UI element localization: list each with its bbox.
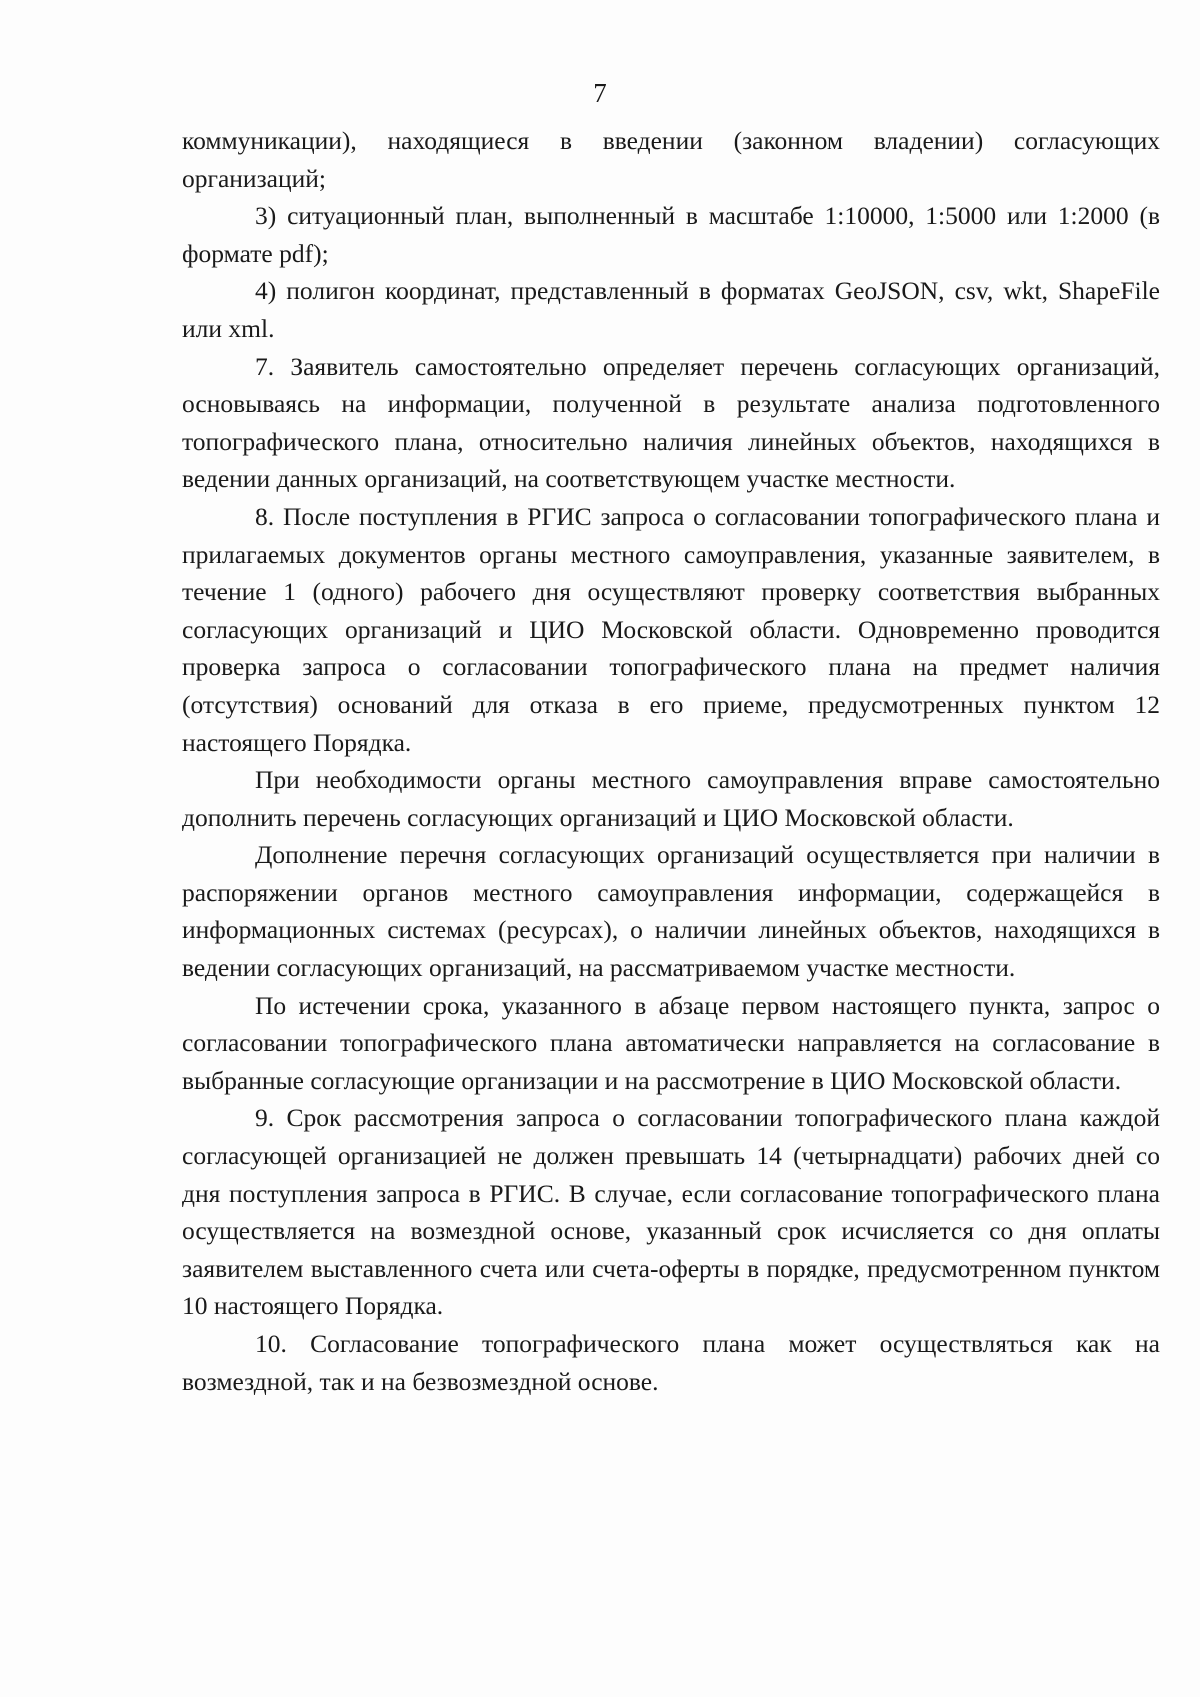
paragraph-item-3: 3) ситуационный план, выполненный в масштабе 1:10000, 1:5000 или 1:2000 (в формате pdf); [182,201,1160,268]
paragraph-clause-10: 10. Согласование топографического плана может осуществляться как на возмездной, так и на безвозмездной основе. [182,1329,1160,1396]
paragraph-item-4: 4) полигон координат, представленный в форматах GeoJSON, csv, wkt, ShapeFile или xml. [182,276,1160,343]
document-body [182,122,1160,1400]
paragraph-clause-8: 8. После поступления в РГИС запроса о согласовании топографического плана и прилагаемых документов органы местного самоуправления, указанные заявителем, в течение 1 (одного) рабочего дня осуществляют проверку соответствия выбранных согласующих организаций и ЦИО Московской области. Одновременно проводится проверка запроса о согласовании топографического плана на предмет наличия (отсутствия) оснований для отказа в его приеме, предусмотренных пунктом 12 настоящего Порядка. [182,501,1160,757]
paragraph-continuation: коммуникации), находящиеся в введении (законном владении) согласующих организаций; [182,126,1160,193]
paragraph-clause-8-expiry: По истечении срока, указанного в абзаце первом настоящего пункта, запрос о согласовании топографического плана автоматически направляется на согласование в выбранные согласующие организации и на рассмотрение в ЦИО Московской области. [182,990,1160,1095]
paragraph-clause-8-supplement: Дополнение перечня согласующих организаций осуществляется при наличии в распоряжении органов местного самоуправления информации, содержащейся в информационных системах (ресурсах), о наличии линейных объектов, находящихся в ведении согласующих организаций, на рассматриваемом участке местности. [182,840,1160,983]
paragraph-clause-7: 7. Заявитель самостоятельно определяет перечень согласующих организаций, основываясь на информации, полученной в результате анализа подготовленного топографического плана, относительно наличия линейных объектов, находящихся в ведении данных организаций, на соответствующем участке местности. [182,351,1160,494]
paragraph-clause-9: 9. Срок рассмотрения запроса о согласовании топографического плана каждой согласующей организацией не должен превышать 14 (четырнадцати) рабочих дней со дня поступления запроса в РГИС. В случае, если согласование топографического плана осуществляется на возмездной основе, указанный срок исчисляется со дня оплаты заявителем выставленного счета или счета-оферты в порядке, предусмотренном пунктом 10 настоящего Порядка. [182,1103,1160,1321]
paragraph-clause-8-addition: При необходимости органы местного самоуправления вправе самостоятельно дополнить перечень согласующих организаций и ЦИО Московской области. [182,765,1160,832]
page-number: 7 [593,78,607,108]
